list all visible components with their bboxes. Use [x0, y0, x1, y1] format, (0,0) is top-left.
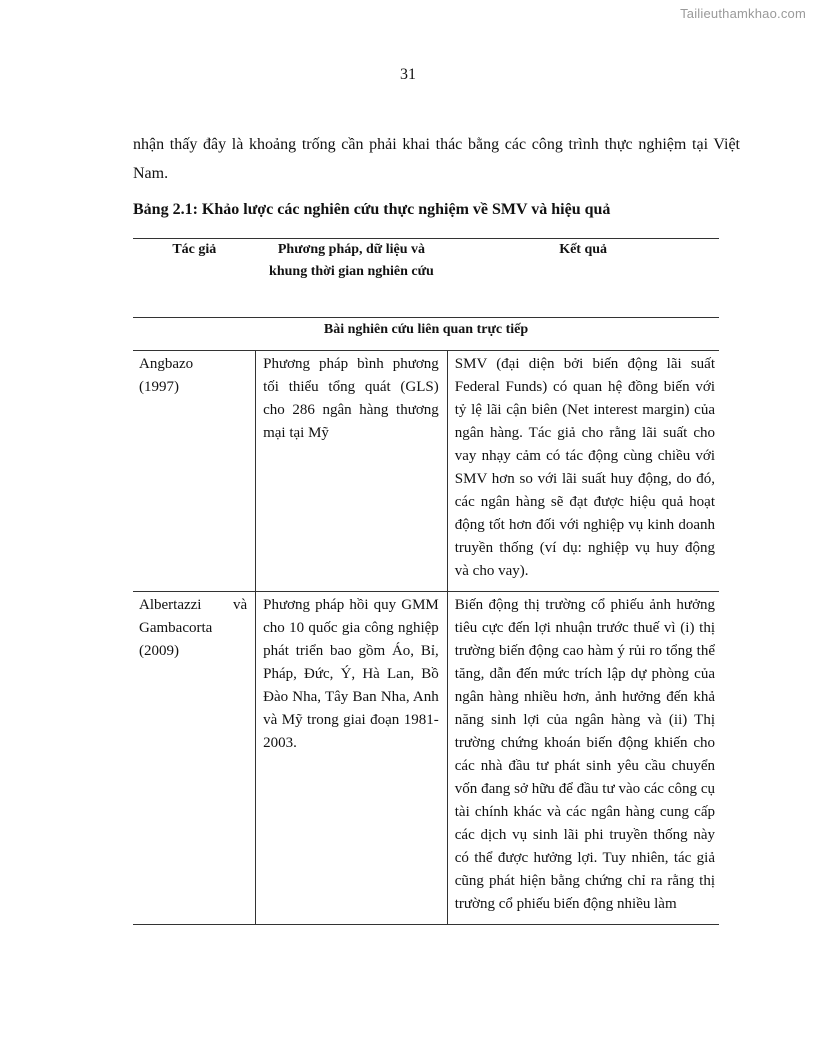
author-name: Angbazo — [139, 356, 194, 372]
author-cell — [133, 351, 256, 592]
result-cell: Biến động thị trường cổ phiếu ảnh hưởng tiêu cực đến lợi nhuận trước thuế vì (i) thị trường biến động cao hàm ý rủi ro tổng thể tăng, dẫn đến mức trích lập dự phòng của ngân hàng nhiều hơn, ảnh hưởng đến khả năng sinh lợi của ngân hàng và (ii) Thị trường chứng khoán biến động khiến cho các nhà đầu tư phát sinh yêu cầu chuyển vốn đang sở hữu để đầu tư vào các công cụ tài chính khác và các ngân hàng cung cấp các dịch vụ sinh lãi phi truyền thống này có thể được hưởng lợi. Tuy nhiên, tác giả cũng phát hiện bằng chứng chỉ ra rằng thị trường cổ phiếu biến động nhiều làm — [447, 592, 719, 925]
section-row — [133, 318, 719, 351]
author-year: (2009) — [139, 643, 179, 659]
author-name: Albertazzi và Gambacorta — [139, 597, 248, 636]
table-header-row — [133, 239, 719, 318]
result-cell: SMV (đại diện bởi biến động lãi suất Federal Funds) có quan hệ đồng biến với tỷ lệ lãi cận biên (Net interest margin) của ngân hàng. Tác giả cho rằng lãi suất cho vay nhạy cảm có tác động cùng chiều với SMV hơn so với lãi suất huy động, do đó, các ngân hàng sẽ đạt được hiệu quả hoạt động tốt hơn đối với nghiệp vụ kinh doanh truyền thống (ví dụ: nghiệp vụ huy động và cho vay). — [447, 351, 719, 592]
header-author: Tác giả — [133, 239, 256, 318]
page-number: 31 — [400, 66, 416, 83]
table-caption: Bảng 2.1: Khảo lược các nghiên cứu thực nghiệm về SMV và hiệu quả — [133, 201, 611, 218]
table-row — [133, 592, 719, 925]
author-cell — [133, 592, 256, 925]
header-result: Kết quả — [447, 239, 719, 318]
watermark: Tailieuthamkhao.com — [680, 6, 806, 21]
table-row — [133, 351, 719, 592]
author-year: (1997) — [139, 379, 179, 395]
method-cell: Phương pháp bình phương tối thiểu tổng quát (GLS) cho 286 ngân hàng thương mại tại Mỹ — [256, 351, 448, 592]
header-method: Phương pháp, dữ liệu và khung thời gian nghiên cứu — [256, 239, 448, 318]
method-cell: Phương pháp hồi quy GMM cho 10 quốc gia công nghiệp phát triển bao gồm Áo, Bỉ, Pháp, Đức, Ý, Hà Lan, Bồ Đào Nha, Tây Ban Nha, Anh và Mỹ trong giai đoạn 1981-2003. — [256, 592, 448, 925]
section-title: Bài nghiên cứu liên quan trực tiếp — [133, 318, 719, 351]
intro-paragraph: nhận thấy đây là khoảng trống cần phải khai thác bằng các công trình thực nghiệm tại Việt Nam. — [133, 136, 740, 182]
literature-review-table — [133, 238, 719, 925]
